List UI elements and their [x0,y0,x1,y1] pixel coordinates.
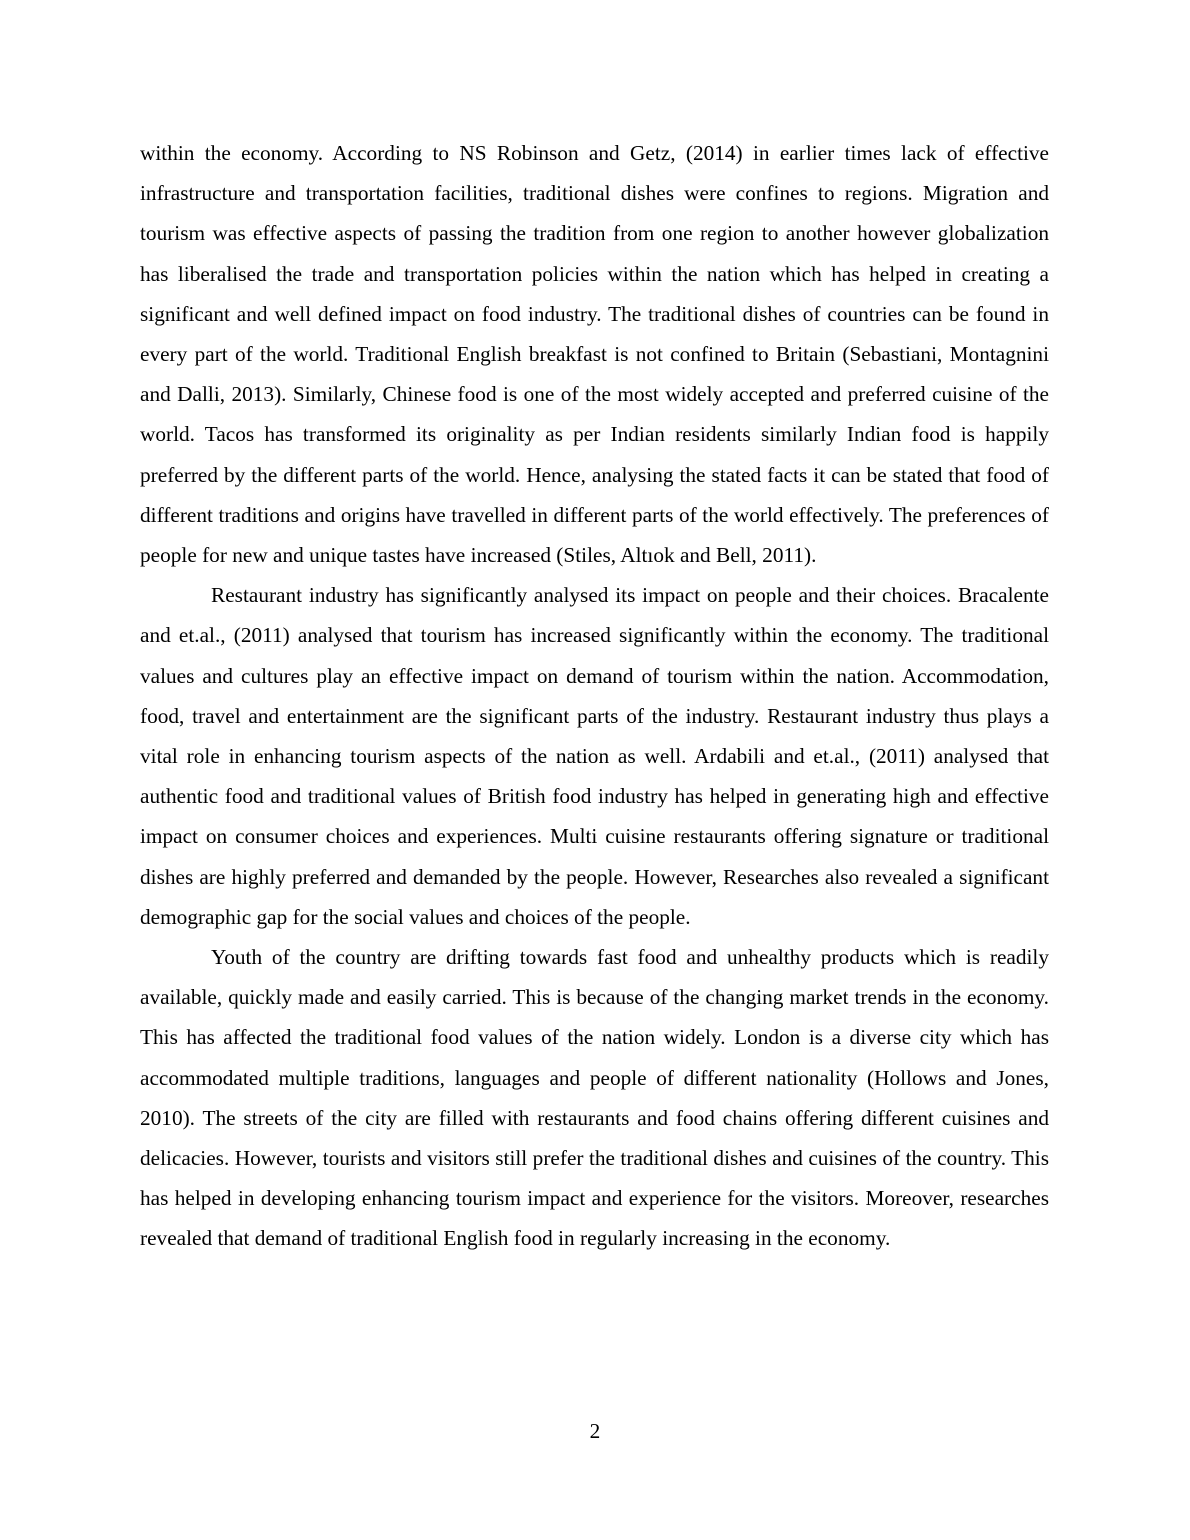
body-text [140,133,1049,1259]
page-number: 2 [589,1419,601,1443]
paragraph-youth-fast-food: Youth of the country are drifting towards fast food and unhealthy products which is readily available, quickly made and easily carried. This is because of the changing market trends in the economy. This has affected the traditional food values of the nation widely. London is a diverse city which has accommodated multiple traditions, languages and people of different nationality (Hollows and Jones, 2010). The streets of the city are filled with restaurants and food chains offering different cuisines and delicacies. However, tourists and visitors still prefer the traditional dishes and cuisines of the country. This has helped in developing enhancing tourism impact and experience for the visitors. Moreover, researches revealed that demand of traditional English food in regularly increasing in the economy. [140,945,1049,1251]
paragraph-continuation: within the economy. According to NS Robinson and Getz, (2014) in earlier times lack of effective infrastructure and transportation facilities, traditional dishes were confines to regions. Migration and tourism was effective aspects of passing the tradition from one region to another however globalization has liberalised the trade and transportation policies within the nation which has helped in creating a significant and well defined impact on food industry. The traditional dishes of countries can be found in every part of the world. Traditional English breakfast is not confined to Britain (Sebastiani, Montagnini and Dalli, 2013). Similarly, Chinese food is one of the most widely accepted and preferred cuisine of the world. Tacos has transformed its originality as per Indian residents similarly Indian food is happily preferred by the different parts of the world. Hence, analysing the stated facts it can be stated that food of different traditions and origins have travelled in different parts of the world effectively. The preferences of people for new and unique tastes have increased (Stiles, Altıok and Bell, 2011). [140,141,1049,568]
paragraph-restaurant-industry: Restaurant industry has significantly analysed its impact on people and their choices. Bracalente and et.al., (2011) analysed that tourism has increased significantly within the economy. The traditional values and cultures play an effective impact on demand of tourism within the nation. Accommodation, food, travel and entertainment are the significant parts of the industry. Restaurant industry thus plays a vital role in enhancing tourism aspects of the nation as well. Ardabili and et.al., (2011) analysed that authentic food and traditional values of British food industry has helped in generating high and effective impact on consumer choices and experiences. Multi cuisine restaurants offering signature or traditional dishes are highly preferred and demanded by the people. However, Researches also revealed a significant demographic gap for the social values and choices of the people. [140,583,1049,929]
